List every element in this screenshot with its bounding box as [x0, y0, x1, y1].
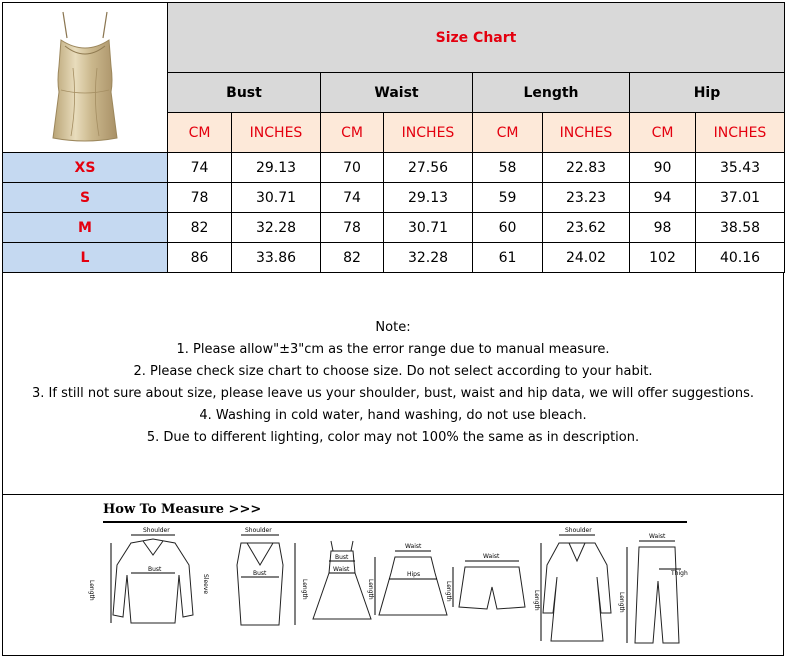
bust-label: Bust: [335, 554, 349, 561]
cell: 94: [630, 183, 696, 213]
note-line: 3. If still not sure about size, please leave us your shoulder, bust, waist and hip data, we will offer suggestions.: [31, 386, 755, 401]
table-row: [3, 153, 785, 183]
cell: 61: [473, 243, 543, 273]
unit-inches: INCHES: [696, 113, 785, 153]
skirt-diagram: [367, 543, 447, 615]
how-to-measure-title: How To Measure >>>: [103, 502, 262, 517]
cell: 22.83: [543, 153, 630, 183]
cell: 90: [630, 153, 696, 183]
cell: 35.43: [696, 153, 785, 183]
cell: 58: [473, 153, 543, 183]
cell: 82: [321, 243, 384, 273]
note-line: 2. Please check size chart to choose size. Do not select according to your habit.: [133, 364, 653, 379]
header-bust: Bust: [168, 73, 321, 113]
cell: 74: [321, 183, 384, 213]
cell: 40.16: [696, 243, 785, 273]
cell: 30.71: [384, 213, 473, 243]
cell: 29.13: [232, 153, 321, 183]
unit-inches: INCHES: [543, 113, 630, 153]
table-row: [3, 243, 785, 273]
cell: 60: [473, 213, 543, 243]
note-line: 5. Due to different lighting, color may not 100% the same as in description.: [146, 430, 640, 445]
cell: 74: [168, 153, 232, 183]
product-photo: [3, 3, 168, 153]
cell: 37.01: [696, 183, 785, 213]
size-chart-title: Size Chart: [168, 3, 785, 73]
note-line: 1. Please allow"±3"cm as the error range due to manual measure.: [176, 342, 610, 357]
size-label: S: [3, 183, 168, 213]
cell: 82: [168, 213, 232, 243]
strap-dress-diagram: [313, 541, 371, 619]
vest-top-diagram: [237, 527, 308, 625]
length-label: Length: [618, 592, 625, 613]
cell: 24.02: [543, 243, 630, 273]
cell: 78: [321, 213, 384, 243]
cell: 27.56: [384, 153, 473, 183]
waist-label: Waist: [649, 533, 666, 540]
size-label: XS: [3, 153, 168, 183]
cell: 102: [630, 243, 696, 273]
length-label: Length: [533, 590, 540, 611]
thigh-label: Thigh: [671, 570, 688, 577]
header-length: Length: [473, 73, 630, 113]
cell: 32.28: [384, 243, 473, 273]
length-label: Length: [367, 579, 374, 600]
header-hip: Hip: [630, 73, 785, 113]
shorts-diagram: [445, 553, 525, 609]
unit-cm: CM: [168, 113, 232, 153]
length-label: Length: [301, 579, 308, 600]
table-row: [3, 183, 785, 213]
size-label: M: [3, 213, 168, 243]
trousers-diagram: [618, 533, 688, 643]
hips-label: Hips: [407, 571, 421, 578]
cell: 23.62: [543, 213, 630, 243]
unit-cm: CM: [473, 113, 543, 153]
cell: 33.86: [232, 243, 321, 273]
size-chart-table: [2, 2, 785, 273]
waist-label: Waist: [483, 553, 500, 560]
blouse-diagram: [88, 527, 209, 623]
cell: 70: [321, 153, 384, 183]
cell: 30.71: [232, 183, 321, 213]
length-label: Length: [445, 581, 452, 602]
cell: 98: [630, 213, 696, 243]
table-row: [3, 213, 785, 243]
waist-label: Waist: [333, 566, 350, 573]
sleeve-label: Sleeve: [202, 574, 209, 595]
cell: 78: [168, 183, 232, 213]
cell: 29.13: [384, 183, 473, 213]
cell: 23.23: [543, 183, 630, 213]
how-to-measure-section: [2, 494, 784, 656]
shoulder-label: Shoulder: [245, 527, 272, 534]
unit-inches: INCHES: [232, 113, 321, 153]
coat-diagram: [533, 527, 611, 641]
note-line: 4. Washing in cold water, hand washing, do not use bleach.: [199, 408, 587, 423]
length-label: Length: [88, 580, 95, 601]
unit-cm: CM: [630, 113, 696, 153]
shoulder-label: Shoulder: [565, 527, 592, 534]
note-heading: Note:: [375, 320, 411, 335]
bust-label: Bust: [148, 566, 162, 573]
cell: 86: [168, 243, 232, 273]
bust-label: Bust: [253, 570, 267, 577]
care-notes: [2, 272, 784, 495]
cell: 32.28: [232, 213, 321, 243]
cell: 59: [473, 183, 543, 213]
cell: 38.58: [696, 213, 785, 243]
waist-label: Waist: [405, 543, 422, 550]
gold-dress-image: [25, 6, 145, 146]
unit-cm: CM: [321, 113, 384, 153]
shoulder-label: Shoulder: [143, 527, 170, 534]
size-label: L: [3, 243, 168, 273]
measure-diagrams: [3, 495, 783, 655]
unit-inches: INCHES: [384, 113, 473, 153]
header-waist: Waist: [321, 73, 473, 113]
